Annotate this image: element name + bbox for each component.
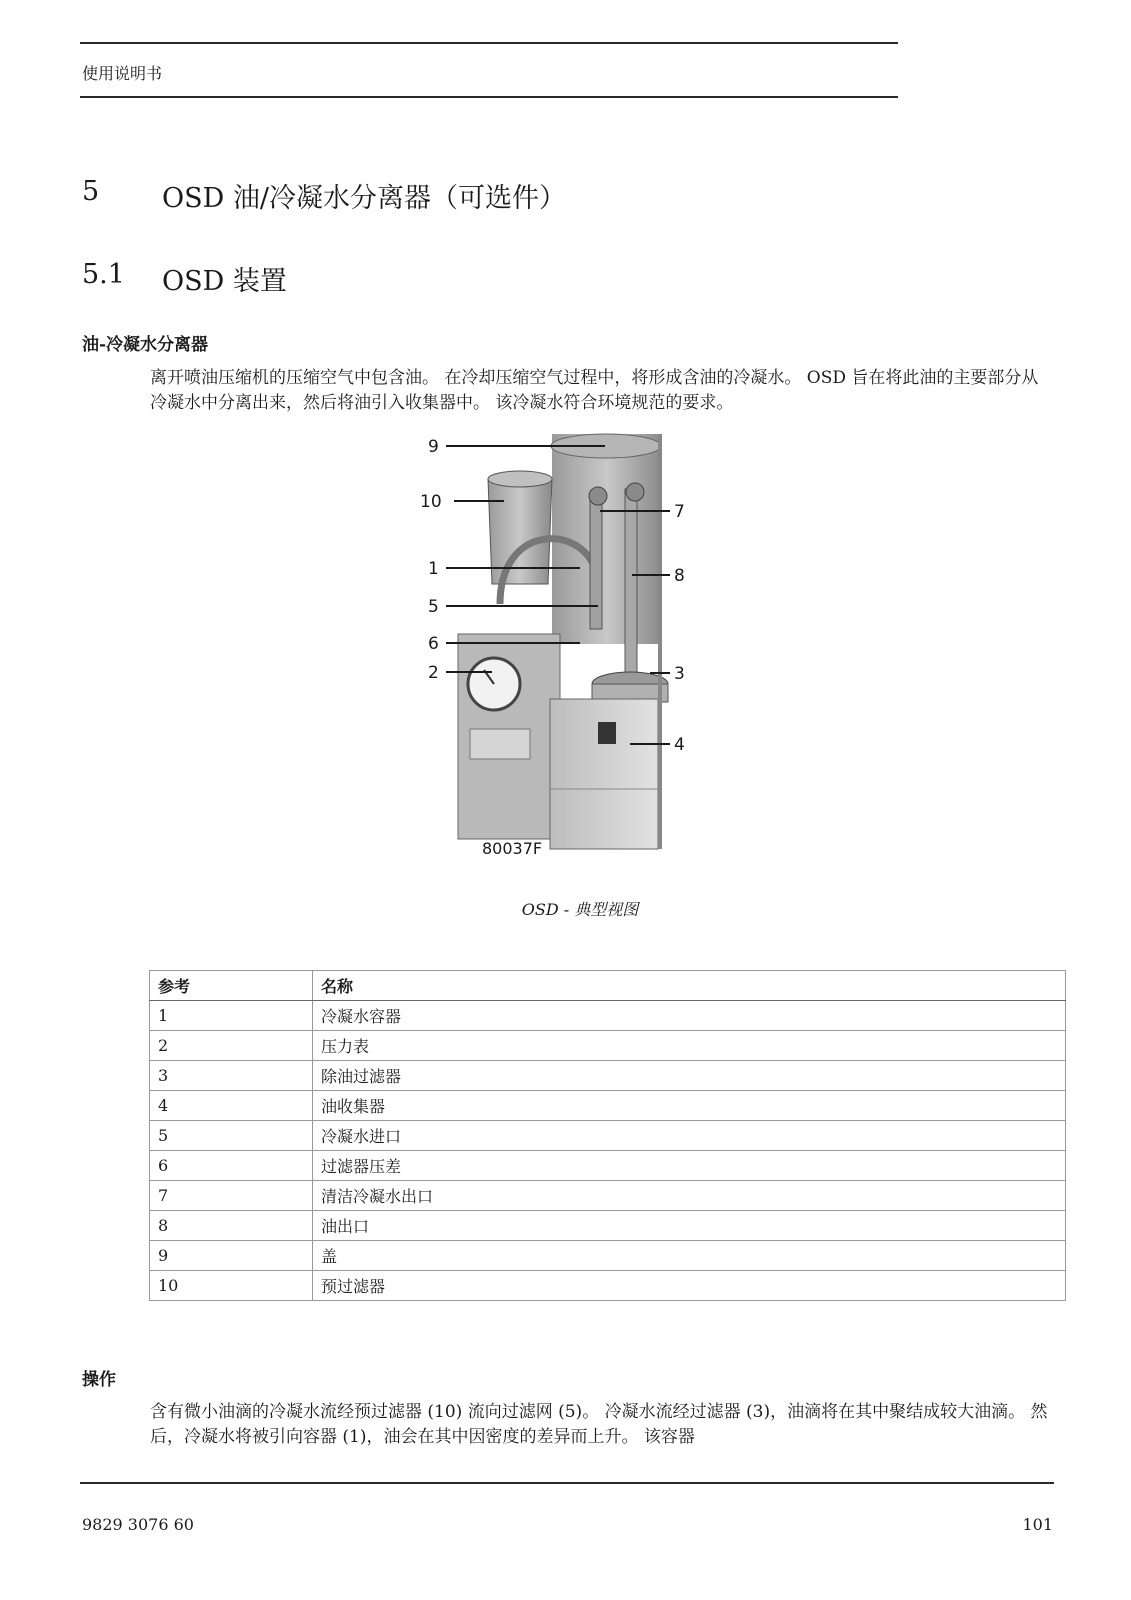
figure-frame-right — [658, 434, 662, 849]
name-cell: 冷凝水进口 — [313, 1121, 1066, 1151]
subsection-title: OSD 装置 — [162, 266, 287, 297]
ref-cell: 2 — [150, 1031, 313, 1061]
osd-figure — [420, 437, 700, 872]
table-row — [150, 1241, 1066, 1271]
callout-9: 9 — [428, 437, 439, 457]
name-cell: 盖 — [313, 1241, 1066, 1271]
table-header-row — [150, 971, 1066, 1001]
name-cell: 压力表 — [313, 1031, 1066, 1061]
fitting-left — [589, 487, 607, 505]
table-row — [150, 1001, 1066, 1031]
header-top-rule — [80, 42, 898, 44]
callout-8: 8 — [674, 566, 685, 586]
ref-cell: 1 — [150, 1001, 313, 1031]
callout-7: 7 — [674, 502, 685, 522]
intro-paragraph: 离开喷油压缩机的压缩空气中包含油。 在冷却压缩空气过程中，将形成含油的冷凝水。 OSD 旨在将此油的主要部分从冷凝水中分离出来，然后将油引入收集器中。 该冷凝水符合环境规范的要求。 — [150, 368, 1039, 413]
footer-doc-number: 9829 3076 60 — [82, 1515, 194, 1534]
subsection-number: 5.1 — [82, 259, 125, 290]
section-heading — [82, 176, 566, 215]
table-row — [150, 1181, 1066, 1211]
ref-cell: 9 — [150, 1241, 313, 1271]
figure-caption: OSD - 典型视图 — [521, 900, 639, 919]
table-row — [150, 1061, 1066, 1091]
section-number: 5 — [82, 176, 100, 207]
outlet-tube — [590, 499, 602, 629]
table-row — [150, 1151, 1066, 1181]
callout-5: 5 — [428, 597, 439, 617]
ref-cell: 4 — [150, 1091, 313, 1121]
ref-cell: 10 — [150, 1271, 313, 1301]
table-row — [150, 1121, 1066, 1151]
name-cell: 油出口 — [313, 1211, 1066, 1241]
collector-window — [598, 722, 616, 744]
oil-collector — [550, 699, 658, 849]
column-header-name: 名称 — [313, 971, 1066, 1001]
ref-cell: 8 — [150, 1211, 313, 1241]
footer-rule — [80, 1482, 1054, 1484]
figure-code: 80037F — [482, 839, 543, 858]
column-header-ref: 参考 — [150, 971, 313, 1001]
name-cell: 过滤器压差 — [313, 1151, 1066, 1181]
panel-label — [470, 729, 530, 759]
callout-1: 1 — [428, 559, 439, 579]
table-row — [150, 1211, 1066, 1241]
name-cell: 冷凝水容器 — [313, 1001, 1066, 1031]
operation-paragraph: 含有微小油滴的冷凝水流经预过滤器 (10) 流向过滤网 (5)。 冷凝水流经过滤器 (3)，油滴将在其中聚结成较大油滴。 然后，冷凝水将被引向容器 (1)，油会在其中因密度的差异而上升。 该容器 — [150, 1402, 1048, 1447]
table-row — [150, 1031, 1066, 1061]
callout-3: 3 — [674, 664, 685, 684]
ref-cell: 7 — [150, 1181, 313, 1211]
name-cell: 油收集器 — [313, 1091, 1066, 1121]
reference-table — [149, 970, 1066, 1301]
name-cell: 除油过滤器 — [313, 1061, 1066, 1091]
callout-6: 6 — [428, 634, 439, 654]
intro-heading: 油-冷凝水分离器 — [82, 335, 209, 355]
prefilter-top — [488, 471, 552, 487]
subsection-heading — [82, 259, 287, 298]
callout-2: 2 — [428, 663, 439, 683]
name-cell: 预过滤器 — [313, 1271, 1066, 1301]
ref-cell: 5 — [150, 1121, 313, 1151]
ref-cell: 3 — [150, 1061, 313, 1091]
operation-heading: 操作 — [82, 1370, 116, 1390]
callout-10: 10 — [420, 492, 442, 512]
footer-page-number: 101 — [1022, 1515, 1053, 1534]
oil-tube — [625, 489, 637, 679]
section-title: OSD 油/冷凝水分离器（可选件） — [162, 183, 566, 214]
callout-4: 4 — [674, 735, 685, 755]
fitting-right — [626, 483, 644, 501]
table-row — [150, 1091, 1066, 1121]
header-bottom-rule — [80, 96, 898, 98]
table-row — [150, 1271, 1066, 1301]
ref-cell: 6 — [150, 1151, 313, 1181]
header-title: 使用说明书 — [82, 64, 163, 83]
name-cell: 清洁冷凝水出口 — [313, 1181, 1066, 1211]
